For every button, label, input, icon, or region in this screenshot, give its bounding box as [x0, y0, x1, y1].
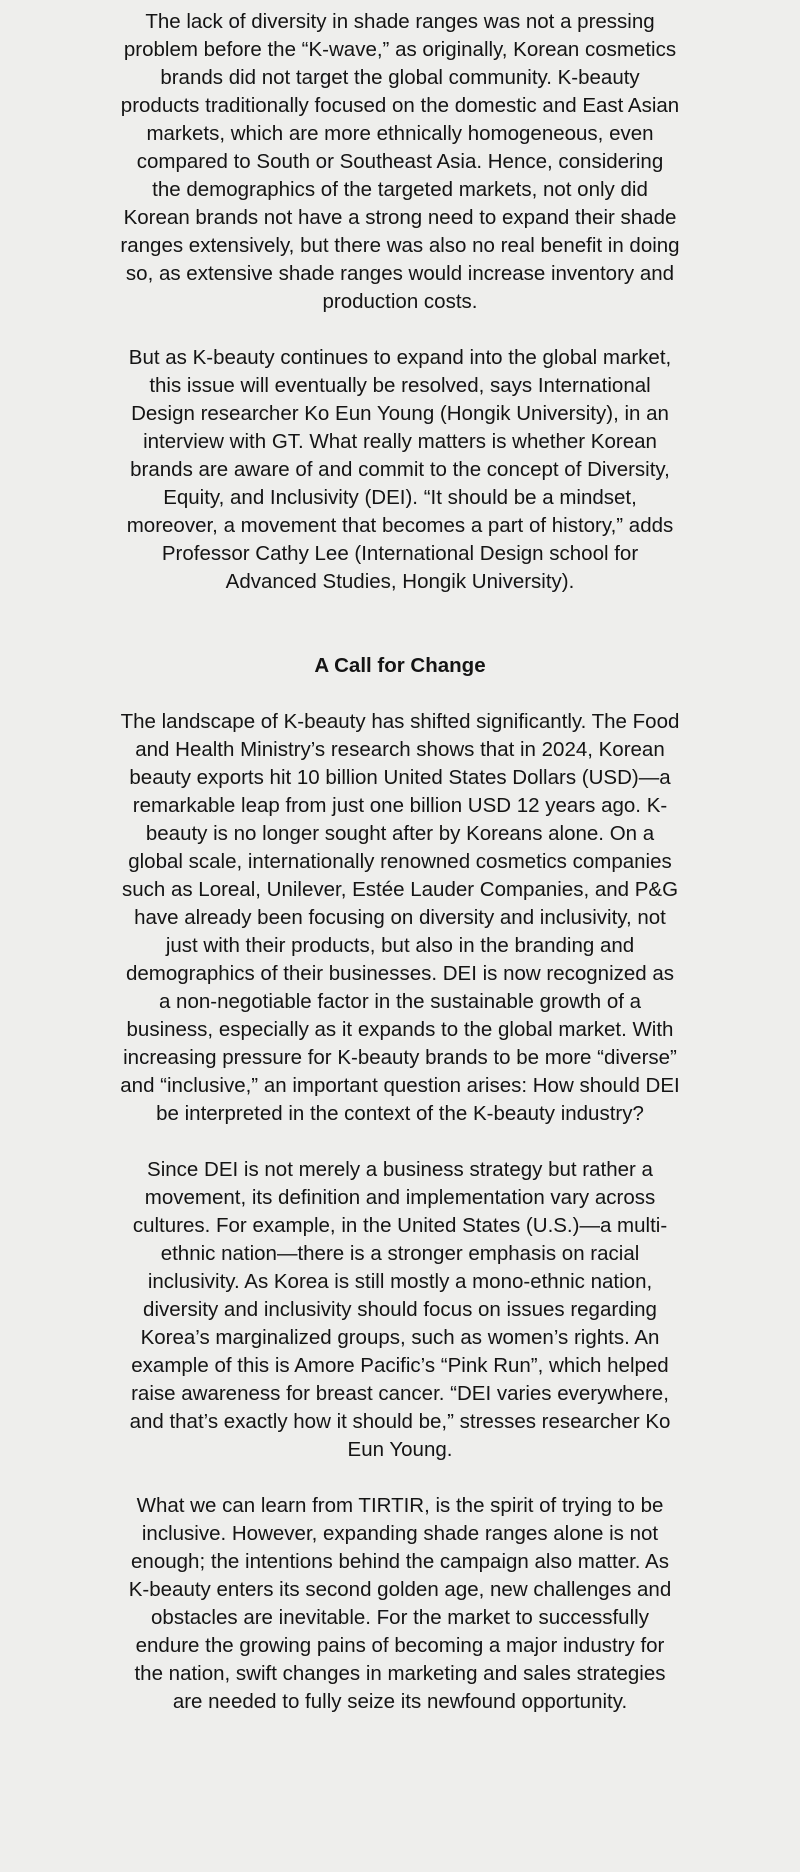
article-paragraph: What we can learn from TIRTIR, is the spirit of trying to be inclusive. However, expanding shade ranges alone is not enough; the intentions behind the campaign also matter. As K-beauty enters its second golden age, new challenges and obstacles are inevitable. For the market to successfully endure the growing pains of becoming a major industry for the nation, swift changes in marketing and sales strategies are needed to fully seize its newfound opportunity.	[128, 1494, 672, 1713]
article-paragraph: But as K-beauty continues to expand into the global market, this issue will eventually be resolved, says International Design researcher Ko Eun Young (Hongik University), in an interview with GT. What really matters is whether Korean brands are aware of and commit to the concept of Diversity, Equity, and Inclusivity (DEI). “It should be a mindset, moreover, a movement that becomes a part of history,” adds Professor Cathy Lee (International Design school for Advanced Studies, Hongik University).	[126, 346, 674, 593]
article-paragraph: Since DEI is not merely a business strategy but rather a movement, its definition and implementation vary across cultures. For example, in the United States (U.S.)—a multi-ethnic nation—there is a stronger emphasis on racial inclusivity. As Korea is still mostly a mono-ethnic nation, diversity and inclusivity should focus on issues regarding Korea’s marginalized groups, such as women’s rights. An example of this is Amore Pacific’s “Pink Run”, which helped raise awareness for breast cancer. “DEI varies everywhere, and that’s exactly how it should be,” stresses researcher Ko Eun Young.	[129, 1158, 671, 1461]
article-body	[120, 0, 680, 1716]
article-paragraph: The landscape of K-beauty has shifted significantly. The Food and Health Ministry’s research shows that in 2024, Korean beauty exports hit 10 billion United States Dollars (USD)—a remarkable leap from just one billion USD 12 years ago. K-beauty is no longer sought after by Koreans alone. On a global scale, internationally renowned cosmetics companies such as Loreal, Unilever, Estée Lauder Companies, and P&G have already been focusing on diversity and inclusivity, not just with their products, but also in the branding and demographics of their businesses. DEI is now recognized as a non-negotiable factor in the sustainable growth of a business, especially as it expands to the global market. With increasing pressure for K-beauty brands to be more “diverse” and “inclusive,” an important question arises: How should DEI be interpreted in the context of the K-beauty industry?	[120, 710, 680, 1125]
section-heading: A Call for Change	[314, 654, 486, 677]
article-paragraph: The lack of diversity in shade ranges was not a pressing problem before the “K-wave,” as originally, Korean cosmetics brands did not target the global community. K-beauty products traditionally focused on the domestic and East Asian markets, which are more ethnically homogeneous, even compared to South or Southeast Asia. Hence, considering the demographics of the targeted markets, not only did Korean brands not have a strong need to expand their shade ranges extensively, but there was also no real benefit in doing so, as extensive shade ranges would increase inventory and production costs.	[120, 10, 680, 313]
